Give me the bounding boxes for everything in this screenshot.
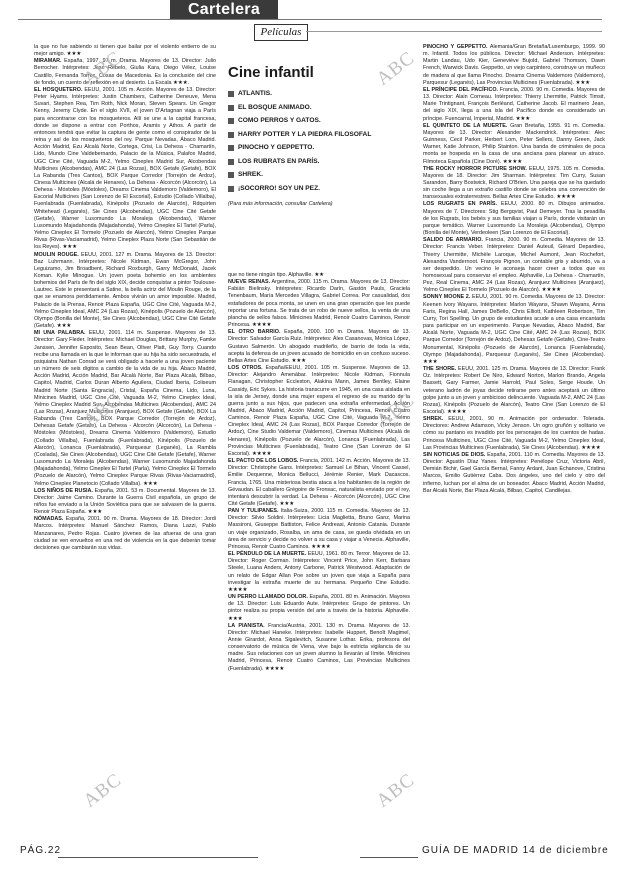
film-entry: la que no fue sabiendo si tienen que bailar por el violento entierro de su mejor amigo. ★★★ [34,44,216,58]
box-item: HARRY POTTER Y LA PIEDRA FILOSOFAL [226,128,412,142]
guide-title: GUÍA DE MADRID 14 de diciembre [422,845,609,856]
watermark: ABC [372,47,419,90]
film-entry: PINOCHO Y GEPPETTO. Alemania/Gran Bretaña/Luxemburgo, 1999. 90 m. Infantil. Todos los públicos. Director: Michael Anderson. Intérpretes: Martin Landau, Udo Kier, Geneviève Bujold, Gabriel Thomson, Dawn French, Warwick Davis. Geppetto, un viejo carpintero, construye un muñeco de madera al que llama Pinocho. Dreams Cinema Valdemoro (Valdemoro), Parquesur (Leganés), Las Provincias Multicines (Fuenlabrada). ★★★ [423,44,605,86]
film-entry: PAN Y TULIPANES. Italia-Suiza, 2000. 115 m. Comedia. Mayores de 13. Director: Silvio Soldini. Intérpretes: Licia Maglietta, Bruno Ganz, Marina Massironi, Giuseppe Battiston, Felice Andreasi, Antonio Catania. Durante un viaje organizado, Rosalba, un ama de casa, se queda olvidada en un área de servicio y decide no volver a su casa y viajar a Venecia. Alphaville, Princesa, Renoir Cuatro Caminos. ★★★★ [228,508,410,550]
box-item: EL BOSQUE ANIMADO. [226,101,412,115]
header-rule [18,19,602,20]
film-entry: EL QUINTETO DE LA MUERTE. Gran Bretaña, 1955. 91 m. Comedia. Mayores de 13. Director: Alexander Mackendrick. Intérpretes: Alec Guinness, Cecil Parker, Herbert Lom, Peter Sellers, Danny Green, Jack Warner, Katie Johnson, Philip Stainton. Una banda de criminales de poca monta se hospeda en la casa de una anciana para planear un atraco. Filmoteca Española (Cine Doré). ★★★★ [423,122,605,165]
box-item: COMO PERROS Y GATOS. [226,114,412,128]
film-entry: SIN NOTICIAS DE DIOS. España, 2001. 110 m. Comedia. Mayores de 13. Director: Agustín Díaz Yanes. Intérpretes: Penélope Cruz, Victoria Abril, Demián Bichir, Gael García Bernal, Fanny Ardant, Juan Echanove, Cristina Marcos, Emilio Gutiérrez Caba. Dos ángeles, uno del cielo y otro del infierno, luchan por el alma de un boxeador. Ábaco Madrid, Acción Madrid, Bar Alcalá Norte, Bar Plaza Alcalá, Bilbao, Capitol, Candilejas. [423,451,605,494]
watermark: ABC [79,47,126,90]
film-entry: LOS NIÑOS DE RUSIA. España, 2001. 53 m. Documental. Mayores de 13. Director: Jaime Camino. Durante la Guerra Civil española, un grupo de niños fue enviado a la Unión Soviética para que se salvasen de la guerra. Renoir Plaza España. ★★★ [34,487,216,516]
column-middle [228,272,410,812]
film-entry: MIRAMAR. España, 1997. 97 m. Drama. Mayores de 13. Director: Julio Berrocher. Intérpretes: Jose Rebelo, Giulia Kara, Diego Vélez, Louise Castillo, Fernanda Torres. Cosas de Macedonia. Es la conclusión del cine de fondo, un cuento de reflexión en al desierto. La Escala ★★★. [34,58,216,86]
film-entry: EL PACTO DE LOS LOBOS. Francia, 2001. 142 m. Acción. Mayores de 13. Director: Christophe Gans. Intérpretes: Samuel Le Bihan, Vincent Cassel, Émilie Dequenne, Monica Bellucci, Jérémie Renier, Mark Dacascos. Francia, 1765. Una misteriosa bestia ataca a los habitantes de la región de Gévaudan. El caballero Grégoire de Fronsac, naturalista enviado por el rey, intentará descubrir la verdad. La Dehesa - Alcorcón (Alcorcón), UGC Cine Cité Getafe (Getafe). ★★★ [228,458,410,507]
film-entry: SHREK. EEUU, 2001. 90 m. Animación por ordenador. Tolerada. Directores: Andrew Adamson, Vicky Jenson. Un ogro gruñón y solitario ve cómo su pantano es invadido por los personajes de los cuentos de hadas. Princesa Multicines, UGC Cine Cité, Vaguada M-2, Yelmo Cineplex Ideal, Las Provincias Multicines (Fuenlabrada), Sie Cines (Alcobendas). ★★★★ [423,416,605,451]
box-list [226,87,412,195]
film-entry: THE ROCKY HORROR PICTURE SHOW. EEUU, 1975. 105 m. Comedia. Mayores de 18. Director: Jim Sharman. Intérpretes: Tim Curry, Susan Sarandon, Barry Bostwick, Richard O'Brien. Una pareja que se ha quedado sin coche llega a un extraño castillo donde se celebra una convención de transexuales extraterrestres. Bellas Artes Cine Estudio. ★★★★ [423,165,605,201]
box-title: Cine infantil [228,64,314,81]
column-right [423,44,605,812]
box-note: (Para más información, consultar Cartelera) [228,201,333,207]
film-entry: NUEVE REINAS. Argentina, 2000. 115 m. Drama. Mayores de 13. Director: Fabián Bielinsky. Intérpretes: Ricardo Darín, Gastón Pauls, Graciela Tenenbaum, María Mercedes Villagra, Gabriel Correa. Por casualidad, dos estafadores de poca monta, se unen en una gran operación que les puede reportar una fortuna. Se trata de un robo de nueve sellos, la venta de una plancha de sellos falsos. Minicines Madrid, Renoir Cuatro Caminos, Renoir Princesa. ★★★★ [228,279,410,329]
page-number: PÁG.22 [20,845,62,856]
section-title: Cartelera [170,0,278,19]
box-item: PINOCHO Y GEPPETTO. [226,141,412,155]
film-entry: LOS OTROS. España/EEUU, 2001. 105 m. Suspense. Mayores de 13. Director: Alejandro Amenábar. Intérpretes: Nicole Kidman, Fionnula Flanagan, Christopher Eccleston, Alakina Mann, James Bentley, Elaine Cassidy, Eric Sykes. La historia transcurre en 1945, en una casa aislada en la isla de Jersey, donde una mujer espera el regreso de su marido de la guerra junto a sus hijos, que padecen una extraña enfermedad. Acción Madrid, Ábaco Madrid, Acción Madrid, Capitol, Princesa, Renoir Cuatro Caminos, Renoir Plaza España, UGC Cine Cité, Vaguada M-2, Yelmo Cineplex Ideal, AMC 24 (Las Rozas), BOX Parque Corredor (Torrejón de Ardoz), Cine Studio Valdemar (Valdemoro), Cinemas Multicines (Alcalá de Henares), Kinépolis (Pozuelo de Alarcón), Lonanca (Fuenlabrada), Las Provincias Multicines (Fuenlabrada), Teatro Cine (San Lorenzo de El Escorial). ★★★★ [228,365,410,457]
watermark: ABC [79,389,126,432]
film-entry: SALIDO DE ARMARIO. Francia, 2000. 90 m. Comedia. Mayores de 13. Director: Francis Veber. Intérpretes: Daniel Auteuil, Gérard Depardieu, Thierry Lhermitte, Michèle Laroque, Michel Aumont, Jean Rochefort, Alexandra Vandernoot. François Pignon, un contable gris y aburrido, va a ser despedido. Un vecino le aconseja hacer creer a todos que es homosexual para conservar el empleo. Alphaville, La Dehesa - Chamartín, Pez, Real Cinema, AMC 24 (Las Rozas), Aranjuez Multicines (Aranjuez), Yelmo Cineplex El Tormelo (Pozuelo de Alarcón). ★★★★ [423,237,605,294]
film-entry: EL PÉNDULO DE LA MUERTE. EEUU, 1961. 80 m. Terror. Mayores de 13. Director: Roger Corman. Intérpretes: Vincent Price, John Kerr, Barbara Steele, Luana Anders, Antony Carbone, Patrick Westwood. Adaptación de un relato de Edgar Allan Poe sobre un joven que viaja a España para investigar la extraña muerte de su hermana. Pequeño Cine Estudio. ★★★★ [228,551,410,593]
footer-rule-left [58,857,258,858]
film-entry: EL OTRO BARRIO. España, 2000. 100 m. Drama. Mayores de 13. Director: Salvador García Ruiz. Intérpretes: Álex Casanovas, Mónica López, Gustavo Salmerón. Un abogado madrileño, de barrio de toda la vida, acepta la defensa de un joven acusado de homicidio en un confuso suceso. Bellas Artes Cine Estudio. ★★★ [228,329,410,364]
film-entry: LOS RUGRATS EN PARÍS. EEUU, 2000. 80 m. Dibujos animados. Mayores de 7. Directores: Stig Bergqvist, Paul Demeyer. Tras la pesadilla de los Rugrats, los bebés y sus familias viajan a París, donde visitarán un parque temático. Warner Lusomundo La Moraleja (Alcobendas), Olympo (Bonilla del Monte), Verdeoleen (San Lorenzo de El Escorial). [423,201,605,237]
film-entry: EL PRÍNCIPE DEL PACÍFICO. Francia, 2000. 90 m. Comedia. Mayores de 13. Director: Alain Corneau. Intérpretes: Thierry Lhermitte, Patrick Timsit, Marie Trintignant, François Berléand, Catherine Jacob. El marinero Jean, del siglo XIX, llega a una isla del Pacífico donde es considerado un príncipe. Fuencarral, Imperial, Madrid. ★★★ [423,86,605,122]
subsection-title: Películas [254,24,308,41]
box-item: SHREK. [226,168,412,182]
column-left [34,44,216,812]
film-entry: EL HOSQUETERO. EEUU, 2001. 105 m. Acción. Mayores de 13. Director: Peter Hyams. Intérpretes: Justin Chambers, Catherine Deneuve, Mena Suvari, Stephen Rea, Tim Roth, Nick Moran, Steven Spears. Un Gregor Kenny, Jeremy Clyde. En el siglo XVII, el joven D'Artagnan viaja a París para encontrarse con los mosqueteros. Allí se une a la capital francesa, donde se dispone a entrar con Porthos, Aramis y Athos. A partir de entonces tendrá que evitar la captura de gente como el conspirador de la reina y así de los mosqueteros del rey. Parque Nevadas, Ábaco Madrid. Acción Madrid, Ezu Alcalá Norte, Cortega, Crisi, La Dehesa - Chamartín, Lido, Mundo Cine Valdebernardo, Palacio de la Música, Palafox Madrid, UGC Cine Cité, Vaguada M-2, Yelmo Cineplex Madrid Sur, Alcobendas Multicines (Alcobendas), AMC 24 (Las Rozas), BOX Getafe (Getafe), BOX La Rabanda (Tres Cantos), BOX Parque Corredor (Torrejón de Ardoz), Cinesa Multicines (Alcalá de Henares), La Dehesa - Alcorcón (Alcorcón), La Dehesa - Móstoles (Móstoles), Dreams Cinema Valdemoro (Valdemoro), El Escorial Multicines (San Lorenzo de El Escorial), Estudio (Collado Villalba), Fuenlabrada (Fuenlabrada), Kinépolis (Pozuelo de Alarcón), Rdquirten Whitehead (Leganés), Sie Cines (Alcobendas), UGC Cine Cité Getafe (Getafe), Warner Lusomundo La Moraleja (Alcobendas), Warner Lusomundo Majadahonda (Majadahonda), Yelmo Cineplex El Tartel (Parla), Yelmo Cineplex El Tormelo (Pozuelo de Alarcón), Yelmo Cineplex Parque Rivas (Rivas-Vaciamadrid), Yelmo Cineplex Plaza Norte (San Sebastián de los Reyes). ★★★ [34,86,216,251]
subsection-rule [306,31,602,32]
footer-rule-right [360,857,418,858]
watermark: ABC [372,389,419,432]
film-entry: SONNY MOONE 2. EEUU, 2001. 90 m. Comedia. Mayores de 13. Director: Keenen Ivory Wayans. Intérpretes: Marlon Wayans, Shawn Wayans, Anna Faris, Regina Hall, James DeBello, Chris Elliott, Kathleen Robertson, Tim Curry, Tori Spelling. Un grupo de estudiantes acude a una casa encantada para participar en un experimento. Parque Nevadas, Ábaco Madrid, Bar Alcalá Norte, Vaguada M-2, UGC Cine Cité, AMC 24 (Las Rozas), BOX Parque Corredor (Torrejón de Ardoz), Dehesas Getafe (Getafe), Cine-Teatro Monumental, Kinépolis (Pozuelo de Alarcón), Lonanca (Fuenlabrada), Olympo (Majadahonda), Parquesur (Leganés), Sie Cines (Alcobendas). ★★★ [423,294,605,365]
watermark: ABC [372,769,419,812]
box-item: LOS RUBRATS EN PARÍS. [226,155,412,169]
cine-infantil-box [226,62,412,262]
film-entry: MI UNA PALABRA. EEUU, 2001. 114 m. Suspense. Mayores de 13. Director: Gary Fleder. Intérpretes: Michael Douglas, Brittany Murphy, Famke Janssen, Jennifer Esposito, Sean Bean, Oliver Platt, Guy Torry. Cuando recibe una llamada en la que le informan que su hija ha sido secuestrada, el psiquiatra Nathan Conrad se verá obligado a hacerle a una joven paciente un número de seis dígitos a cambio de la vida de su hija. Ábaco Madrid, Acción Madrid, Acción Madrid, Bar Alcalá Norte, Bar Plaza Alcalá, Bilbao, Capitol, Madrid, Carlos Duran Alberto Aguilera, Ciudad Iberia, Coliseum Madrid Norte (Santa Engracia), Cristal, España Cinema, Lido, Luna, Minicines Madrid, UGC Cine Cité, Vaguada M-2, Yelmo Cineplex Ideal, Yelmo Cineplex Madrid Sur, Alcobendas Multicines (Alcobendas), AMC 24 (Las Rozas), Aranjuez Multicines (Aranjuez), BOX Getafe (Getafe), BOX La Rabanda (Tres Cantos), BOX Parque Corredor (Torrejón de Ardoz), Dehesas Getafe (Getafe), La Dehesa - Alcorcón (Alcorcón), La Dehesa - Móstoles (Móstoles), Dreams Cinema Valdemoro (Valdemoro), Estudio (Collado Villalba), Fuenlabrada (Fuenlabrada), Kinépolis (Pozuelo de Alarcón), Lonanca (Fuenlabrada), Parquesur (Leganés), La Rambla (Coslada), Sie Cines (Alcobendas), UGC Cine Cité Getafe (Getafe), Warner Lusomundo La Moraleja (Alcobendas), Warner Lusomundo Majadahonda (Majadahonda), Yelmo Cineplex El Tartel (Parla), Yelmo Cineplex El Tormelo (Pozuelo de Alarcón), Yelmo Cineplex Parque Rivas (Rivas-Vaciamadrid), Yelmo Cineplex Planetocio (Collado Villalba). ★★★ [34,330,216,487]
box-item: ATLANTIS. [226,87,412,101]
film-entry: LA PIANISTA. Francia/Austria, 2001. 130 m. Drama. Mayores de 13. Director: Michael Haneke. Intérpretes: Isabelle Huppert, Benoît Magimel, Annie Girardot, Anna Sigalevitch, Susanne Lothar. Erika, profesora del conservatorio de música de Viena, vive bajo la estricta vigilancia de su madre. Sus relaciones con un joven alumno la llevarán al límite. Minicines Madrid, Princesa, Renoir Cuatro Caminos, Las Provincias Multicines (Fuenlabrada). ★★★★ [228,622,410,672]
film-entry: THE SHORE. EEUU, 2001. 125 m. Drama. Mayores de 13. Director: Frank Oz. Intérpretes: Robert De Niro, Edward Norton, Marlon Brando, Angela Bassett, Gary Farmer, Jamie Harrold, Paul Soles, Serge Houde. Un veterano ladrón de joyas decide retirarse pero antes aceptará un último golpe junto a un joven y ambicioso delincuente. Vaguada M-2, AMC 24 (Las Rozas), Kinépolis (Pozuelo de Alarcón), Teatro Cine (San Lorenzo de El Escorial). ★★★★ [423,366,605,415]
film-entry: que no tiene ningún tipo. Alphaville. ★★ [228,272,324,278]
watermark: ABC [79,769,126,812]
film-entry: NÓMADAS. España, 2001. 90 m. Drama. Mayores de 18. Director: Jordi Marcos. Intérpretes: Manuel Sánchez Ramos, Diana Lazzi, Pablo Manzanares, Pedro Rojas. Cuatro jóvenes de las afueras de una gran ciudad se ven envueltos en una red de violencia en la que deberán tomar decisiones que cambiarán sus vidas. [34,516,216,551]
film-entry: UN PERRO LLAMADO DOLOR. España, 2001. 80 m. Animación. Mayores de 13. Director: Luis Eduardo Aute. Intérpretes: Grupo de pintores. Un pintor realiza su propia versión del arte a través de la historia. Alphaville. ★★★ [228,594,410,622]
box-item: ¡SOCORRO! SOY UN PEZ. [226,182,412,196]
film-entry: MOULIN ROUGE. EEUU, 2001. 127 m. Drama. Mayores de 13. Director: Baz Luhrmann. Intérpretes: Nicole Kidman, Ewan McGregor, John Leguizamo, Jim Broadbent, Richard Roxburgh, Garry McDonald, Jacek Koman. Kylie Minogue. Un joven poeta bohemio en los ambientes bohemios del París de fin del siglo XIX, decide conquistar a pintor Toulouse-Lautrec. Este le presentará a Satine, la bella actriz del Moulin Rouge, de la que se enamora perdidamente. Ambos vivirán un amor imposible. Madrid, Palacio de la Prensa, Renoir Plaza España, UGC Cine Cité, Vaguada M-2, Yelmo Cineplex Ideal, AMC 24 (Las Rozas), Kinépolis (Pozuelo de Alarcón), Olympo (Bonilla del Monte), Sie Cines (Alcobendas), UGC Cine Cité Getafe (Getafe). ★★★ [34,251,216,330]
